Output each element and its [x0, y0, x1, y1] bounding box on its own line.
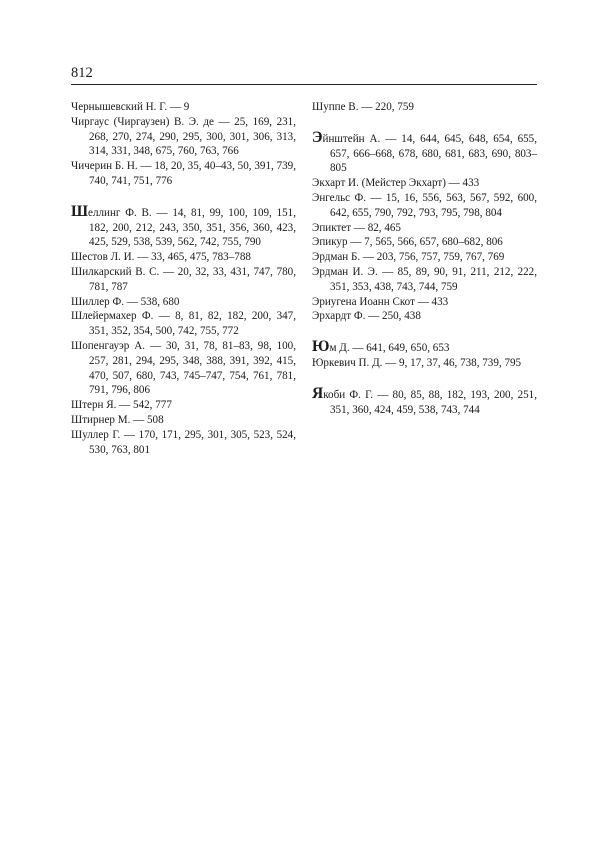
index-entry [312, 128, 537, 176]
index-entry-text: коби Ф. Г. — 80, 85, 88, 182, 193, 200, 251, 351, 360, 424, 459, 538, 743, 744 [323, 388, 537, 416]
index-entry-text: Эпикур — 7, 565, 566, 657, 680–682, 806 [312, 236, 503, 249]
index-entry-text: еллинг Ф. В. — 14, 81, 99, 100, 109, 151, 182, 200, 212, 243, 350, 351, 356, 360, 423, 425, 529, 538, 539, 562, 742, 755, 790 [88, 206, 296, 249]
index-entry [312, 250, 537, 265]
index-entry [312, 340, 537, 356]
index-entry-text: Шлейермахер Ф. — 8, 81, 82, 182, 200, 347, 351, 352, 354, 500, 742, 755, 772 [71, 310, 296, 338]
index-entry-text: Шуппе В. — 220, 759 [312, 101, 414, 113]
index-entry [312, 100, 537, 115]
index-entry-text: Эриугена Иоанн Скот — 433 [312, 295, 449, 308]
index-entry-text: Эпиктет — 82, 465 [312, 221, 401, 234]
index-entry [71, 159, 296, 189]
page-number: 812 [71, 65, 93, 81]
index-entry-text: Юркевич П. Д. — 9, 17, 37, 46, 738, 739, 795 [312, 356, 522, 369]
index-entry [312, 221, 537, 236]
index-entry-text: йнштейн А. — 14, 644, 645, 648, 654, 655, 657, 666–668, 678, 680, 681, 683, 690, 803–805 [322, 132, 537, 175]
index-entry [71, 428, 296, 458]
index-entry-text: м Д. — 641, 649, 650, 653 [329, 342, 450, 355]
index-entry-text: Чичерин Б. Н. — 18, 20, 35, 40–43, 50, 391, 739, 740, 741, 751, 776 [71, 160, 296, 187]
index-entry-text: Шуллер Г. — 170, 171, 295, 301, 305, 523, 524, 530, 763, 801 [71, 428, 296, 456]
index-entry-text: Экхарт И. (Мейстер Экхарт) — 433 [312, 177, 480, 190]
index-entry [312, 309, 537, 324]
index-entry [71, 265, 296, 295]
index-entry [71, 339, 296, 398]
index-entry-text: Шестов Л. И. — 33, 465, 475, 783–788 [71, 251, 251, 264]
index-entry [71, 309, 296, 339]
index-entry [312, 356, 537, 371]
index-entry-text: Шилкарский В. С. — 20, 32, 33, 431, 747, 780, 781, 787 [71, 265, 296, 293]
index-entry-text: Шиллер Ф. — 538, 680 [71, 295, 180, 308]
index-entry [71, 398, 296, 413]
section-initial-letter: Ш [71, 202, 89, 220]
index-entry [71, 100, 296, 115]
index-entry [71, 250, 296, 265]
index-entry-text: Штирнер М. — 508 [71, 413, 164, 426]
index-entry [312, 191, 537, 221]
index-entry [71, 202, 296, 250]
index-entry [71, 413, 296, 428]
index-entry-text: Энгельс Ф. — 15, 16, 556, 563, 567, 592, 600, 642, 655, 790, 792, 793, 795, 798, 804 [312, 191, 537, 219]
index-entry [312, 265, 537, 295]
index-column-left [71, 100, 296, 457]
index-entry [312, 235, 537, 250]
section-initial-letter: Я [312, 384, 324, 402]
index-entry-text: Шопенгауэр А. — 30, 31, 78, 81–83, 98, 100, 257, 281, 294, 295, 348, 388, 391, 392, 415, 470, 507, 680, 743, 745–747, 754, 761, 781, 791, 796, 806 [71, 339, 296, 397]
index-entry-text: Эрхардт Ф. — 250, 438 [312, 310, 421, 323]
index-entry-text: Чиргаус (Чиргаузен) В. Э. де — 25, 169, 231, 268, 270, 274, 290, 295, 300, 301, 306, 313, 314, 331, 348, 675, 760, 763, 766 [71, 115, 296, 158]
index-entry-text: Эрдман И. Э. — 85, 89, 90, 91, 211, 212, 222, 351, 353, 438, 743, 744, 759 [312, 265, 537, 293]
index-entry [312, 384, 537, 418]
section-initial-letter: Э [312, 128, 323, 146]
index-entry-text: Штерн Я. — 542, 777 [71, 399, 172, 412]
index-entry [71, 295, 296, 310]
index-entry-text: Чернышевский Н. Г. — 9 [71, 101, 190, 113]
index-entry [71, 115, 296, 159]
section-initial-letter: Ю [312, 338, 330, 356]
header-rule [71, 84, 537, 85]
index-column-right [312, 100, 537, 417]
index-entry-text: Эрдман Б. — 203, 756, 757, 759, 767, 769 [312, 251, 505, 264]
index-entry [312, 176, 537, 191]
index-entry [312, 295, 537, 310]
